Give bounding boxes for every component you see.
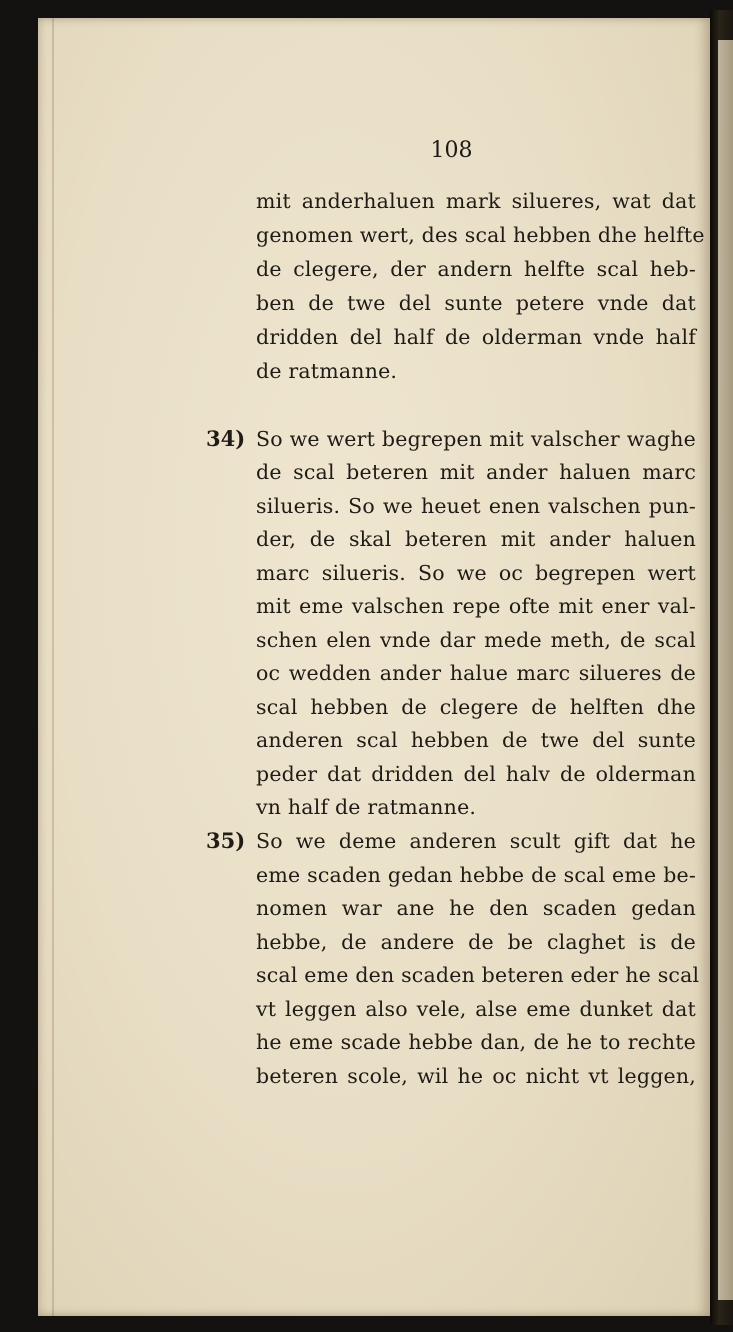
text-line: oc wedden ander halue marc silueres de <box>256 661 696 685</box>
text-line: eme scaden gedan hebbe de scal eme be- <box>256 863 696 887</box>
text-line: dridden del half de olderman vnde half <box>256 325 696 349</box>
text-line: hebbe, de andere de be claghet is de <box>256 930 696 954</box>
section-number: 34) <box>206 426 246 451</box>
text-line: vn half de ratmanne. <box>256 795 477 819</box>
text-line: der, de skal beteren mit ander haluen <box>256 527 696 551</box>
text-line: anderen scal hebben de twe del sunte <box>256 728 696 752</box>
text-line: silueris. So we heuet enen valschen pun- <box>256 494 696 518</box>
text-line: schen elen vnde dar mede meth, de scal <box>256 628 696 652</box>
text-line: mit anderhaluen mark silueres, wat dat <box>256 189 696 213</box>
text-line: genomen wert, des scal hebben dhe helfte <box>256 223 705 247</box>
text-line: beteren scole, wil he oc nicht vt leggen, <box>256 1064 696 1088</box>
facing-page-edge <box>718 40 733 1300</box>
text-line: So we deme anderen scult gift dat he <box>256 829 696 853</box>
text-line: nomen war ane he den scaden gedan <box>256 896 696 920</box>
text-line: he eme scade hebbe dan, de he to rechte <box>256 1030 696 1054</box>
text-line: vt leggen also vele, alse eme dunket dat <box>256 997 696 1021</box>
text-line: scal hebben de clegere de helften dhe <box>256 695 696 719</box>
text-line: scal eme den scaden beteren eder he scal <box>256 963 700 987</box>
text-line: mit eme valschen repe ofte mit ener val- <box>256 594 696 618</box>
text-line: ben de twe del sunte petere vnde dat <box>256 291 696 315</box>
section-number: 35) <box>206 828 246 853</box>
text-line: de scal beteren mit ander haluen marc <box>256 460 696 484</box>
text-line: peder dat dridden del halv de olderman <box>256 762 696 786</box>
text-line: de clegere, der andern helfte scal heb- <box>256 257 696 281</box>
text-line: So we wert begrepen mit valscher waghe <box>256 427 696 451</box>
text-line: de ratmanne. <box>256 359 398 383</box>
text-line: marc silueris. So we oc begrepen wert <box>256 561 696 585</box>
page-number: 108 <box>430 138 473 163</box>
